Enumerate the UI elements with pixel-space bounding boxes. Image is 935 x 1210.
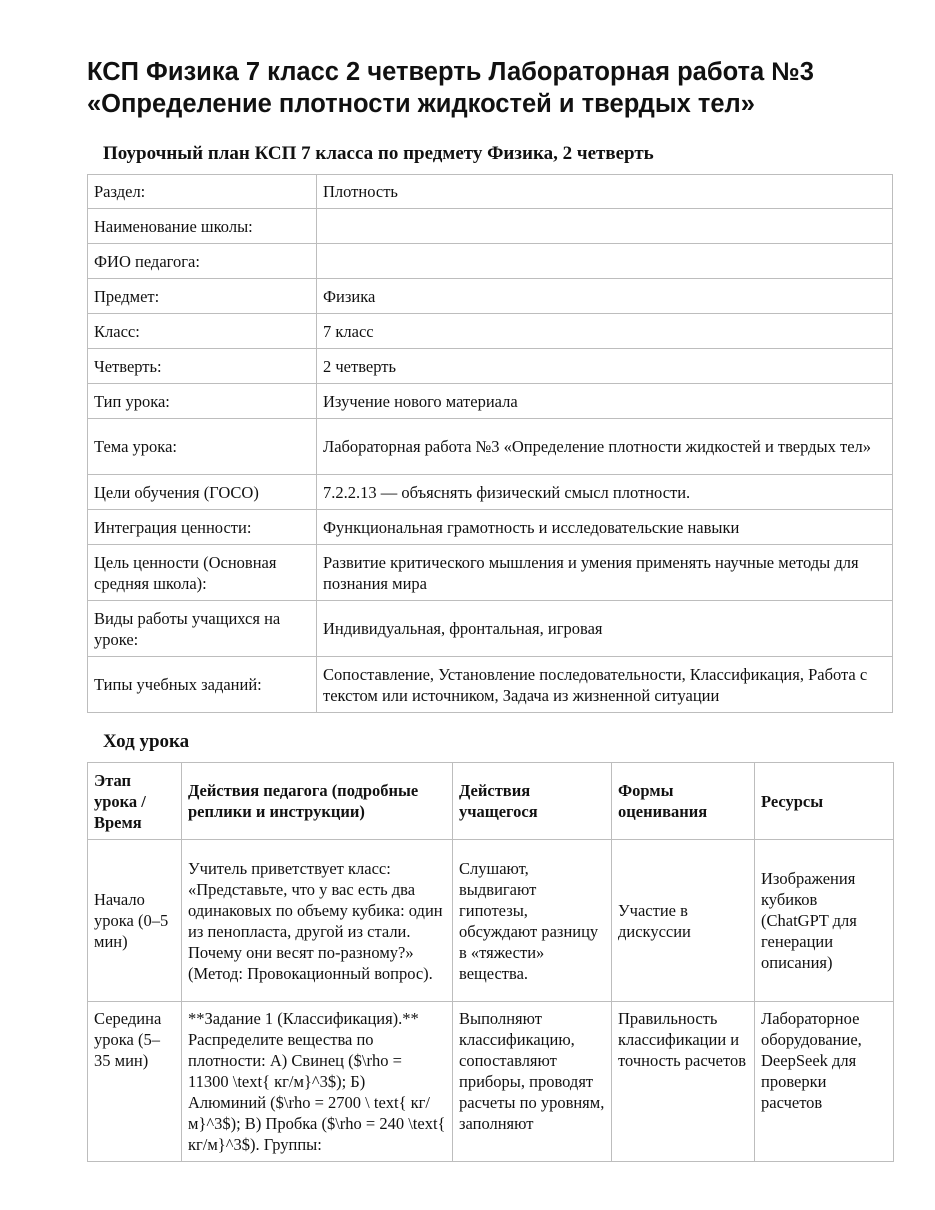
table-row: [88, 349, 893, 384]
plan-heading: Поурочный план КСП 7 класса по предмету Физика, 2 четверть: [103, 143, 654, 164]
info-value: Физика: [317, 279, 893, 314]
document-title: КСП Физика 7 класс 2 четверть Лабораторная работа №3 «Определение плотности жидкостей и твердых тел»: [87, 58, 814, 118]
table-row: [88, 419, 893, 475]
column-header-stage: Этап урока / Время: [88, 763, 182, 840]
info-key: Цель ценности (Основная средняя школа):: [88, 545, 317, 601]
info-value: Индивидуальная, фронтальная, игровая: [317, 601, 893, 657]
info-value: Сопоставление, Установление последовательности, Классификация, Работа с текстом или источником, Задача из жизненной ситуации: [317, 657, 893, 713]
teacher-actions-cell: Учитель приветствует класс: «Представьте, что у вас есть два одинаковых по объему кубика: один из пенопласта, другой из стали. Почему они весят по-разному?» (Метод: Провокационный вопрос).: [182, 840, 453, 1002]
info-value: Изучение нового материала: [317, 384, 893, 419]
info-key: Наименование школы:: [88, 209, 317, 244]
info-key: Типы учебных заданий:: [88, 657, 317, 713]
table-row: [88, 279, 893, 314]
info-key: Предмет:: [88, 279, 317, 314]
info-value: 7.2.2.13 — объяснять физический смысл плотности.: [317, 475, 893, 510]
info-key: Раздел:: [88, 175, 317, 209]
column-header-resources: Ресурсы: [755, 763, 894, 840]
resources-cell: Изображения кубиков (ChatGPT для генерации описания): [755, 840, 894, 1002]
info-value: Развитие критического мышления и умения применять научные методы для познания мира: [317, 545, 893, 601]
stage-cell: Начало урока (0–5 мин): [88, 840, 182, 1002]
resources-cell: Лабораторное оборудование, DeepSeek для проверки расчетов: [755, 1002, 894, 1162]
info-key: Виды работы учащихся на уроке:: [88, 601, 317, 657]
assessment-cell: Участие в дискуссии: [612, 840, 755, 1002]
table-row: [88, 840, 894, 1002]
student-actions-cell: Выполняют классификацию, сопоставляют приборы, проводят расчеты по уровням, заполняют: [453, 1002, 612, 1162]
table-header-row: [88, 763, 894, 840]
info-value: Функциональная грамотность и исследовательские навыки: [317, 510, 893, 545]
table-row: [88, 657, 893, 713]
info-value: [317, 244, 893, 279]
table-row: [88, 475, 893, 510]
teacher-actions-cell: **Задание 1 (Классификация).** Распределите вещества по плотности: А) Свинец ($\rho = 11300 \text{ кг/м}^3$); Б) Алюминий ($\rho = 2700 \ text{ кг/м}^3$); В) Пробка ($\rho = 240 \text{ кг/м}^3$). Группы:: [182, 1002, 453, 1162]
table-row: [88, 1002, 894, 1162]
table-row: [88, 209, 893, 244]
table-row: [88, 384, 893, 419]
info-value: Плотность: [317, 175, 893, 209]
table-row: [88, 510, 893, 545]
column-header-assessment: Формы оценивания: [612, 763, 755, 840]
info-value: 2 четверть: [317, 349, 893, 384]
info-key: Четверть:: [88, 349, 317, 384]
stage-cell: Середина урока (5–35 мин): [88, 1002, 182, 1162]
document-page: [87, 56, 893, 1162]
column-header-student: Действия учащегося: [453, 763, 612, 840]
table-row: [88, 545, 893, 601]
table-row: [88, 175, 893, 209]
table-row: [88, 601, 893, 657]
table-row: [88, 244, 893, 279]
info-value: Лабораторная работа №3 «Определение плотности жидкостей и твердых тел»: [317, 419, 893, 475]
column-header-teacher: Действия педагога (подробные реплики и инструкции): [182, 763, 453, 840]
info-key: Интеграция ценности:: [88, 510, 317, 545]
info-value: [317, 209, 893, 244]
info-key: ФИО педагога:: [88, 244, 317, 279]
student-actions-cell: Слушают, выдвигают гипотезы, обсуждают разницу в «тяжести» вещества.: [453, 840, 612, 1002]
assessment-cell: Правильность классификации и точность расчетов: [612, 1002, 755, 1162]
lesson-info-table: [87, 174, 893, 713]
info-key: Тип урока:: [88, 384, 317, 419]
info-value: 7 класс: [317, 314, 893, 349]
lesson-heading: Ход урока: [103, 731, 190, 752]
info-key: Тема урока:: [88, 419, 317, 475]
table-row: [88, 314, 893, 349]
info-key: Класс:: [88, 314, 317, 349]
lesson-flow-table: [87, 762, 894, 1162]
info-key: Цели обучения (ГОСО): [88, 475, 317, 510]
